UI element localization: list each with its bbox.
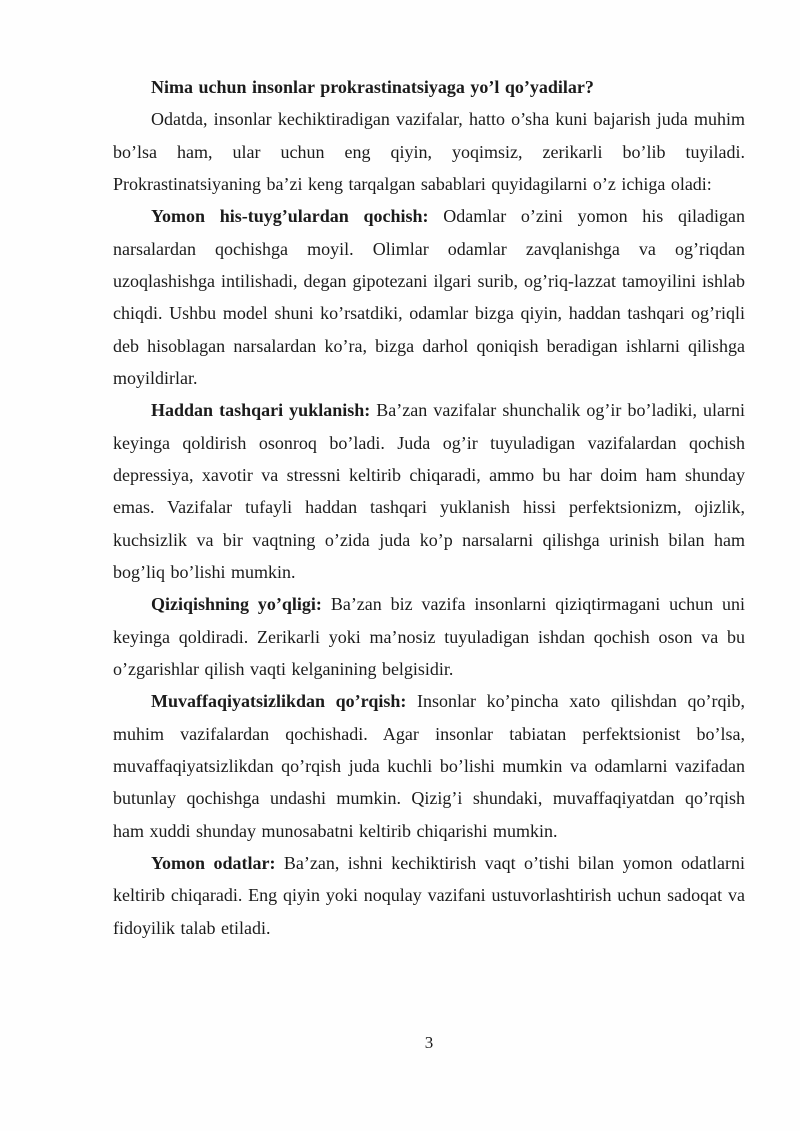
paragraph-text: Odatda, insonlar kechiktiradigan vazifalar, hatto o’sha kuni bajarish juda muhim bo’lsa ham, ular uchun eng qiyin, yoqimsiz, zerikarli bo’lib tuyiladi. Prokrastinatsiyaning ba’zi keng tarqalgan sabablari quyidagilarni o’z ichiga oladi: — [113, 109, 745, 194]
paragraph — [113, 847, 745, 944]
page-title: Nima uchun insonlar prokrastinatsiyaga yo’l qo’yadilar? — [151, 77, 594, 97]
paragraph-text: Odamlar o’zini yomon his qiladigan narsalardan qochishga moyil. Olimlar odamlar zavqlanishga va og’riqdan uzoqlashishga intilishadi, degan gipotezani ilgari surib, og’riq-lazzat tamoyilini ishlab chiqdi. Ushbu model shuni ko’rsatdiki, odamlar bizga qiyin, haddan tashqari og’riqli deb hisoblagan narsalardan ko’ra, bizga darhol qoniqish beradigan ishlarni qilishga moyildirlar. — [113, 206, 746, 388]
paragraph-lead: Yomon odatlar: — [151, 852, 276, 873]
paragraph-lead: Qiziqishning yo’qligi: — [151, 594, 322, 615]
paragraph-lead: Yomon his-tuyg’ulardan qochish: — [151, 206, 429, 227]
paragraph-text: Insonlar ko’pincha xato qilishdan qo’rqib, muhim vazifalardan qochishadi. Agar insonlar tabiatan perfektsionist bo’lsa, muvaffaqiyatsizlikdan qo’rqish juda kuchli bo’lishi mumkin va odamlarni vazifadan butunlay qochishga undashi mumkin. Qizig’i shundaki, muvaffaqiyatdan qo’rqish ham xuddi shunday munosabatni keltirib chiqarishi mumkin. — [113, 691, 745, 841]
paragraph-text: Ba’zan biz vazifa insonlarni qiziqtirmagani uchun uni keyinga qoldiradi. Zerikarli yoki ma’nosiz tuyuladigan ishdan qochish oson va bu o’zgarishlar qilish vaqti kelganining belgisidir. — [113, 594, 746, 679]
page-number: 3 — [424, 1033, 434, 1052]
paragraph — [113, 685, 745, 847]
paragraph-lead: Muvaffaqiyatsizlikdan qo’rqish: — [151, 691, 407, 712]
paragraph-lead: Haddan tashqari yuklanish: — [151, 400, 371, 421]
paragraph-text: Ba’zan vazifalar shunchalik og’ir bo’ladiki, ularni keyinga qoldirish osonroq bo’ladi. Juda og’ir tuyuladigan vazifalardan qochish depressiya, xavotir va stressni keltirib chiqaradi, ammo bu har doim ham shunday emas. Vazifalar tufayli haddan tashqari yuklanish hissi perfektsionizm, ojizlik, kuchsizlik va bir vaqtning o’zida juda ko’p narsalarni qilishga urinish bilan ham bog’liq bo’lishi mumkin. — [113, 400, 745, 582]
paragraph — [113, 588, 745, 685]
paragraph — [113, 394, 745, 588]
paragraph — [113, 200, 745, 394]
text-block — [113, 71, 745, 944]
paragraph-text: Ba’zan, ishni kechiktirish vaqt o’tishi bilan yomon odatlarni keltirib chiqaradi. Eng qiyin yoki noqulay vazifani ustuvorlashtirish uchun sadoqat va fidoyilik talab etiladi. — [113, 852, 746, 938]
paragraph — [113, 103, 745, 200]
